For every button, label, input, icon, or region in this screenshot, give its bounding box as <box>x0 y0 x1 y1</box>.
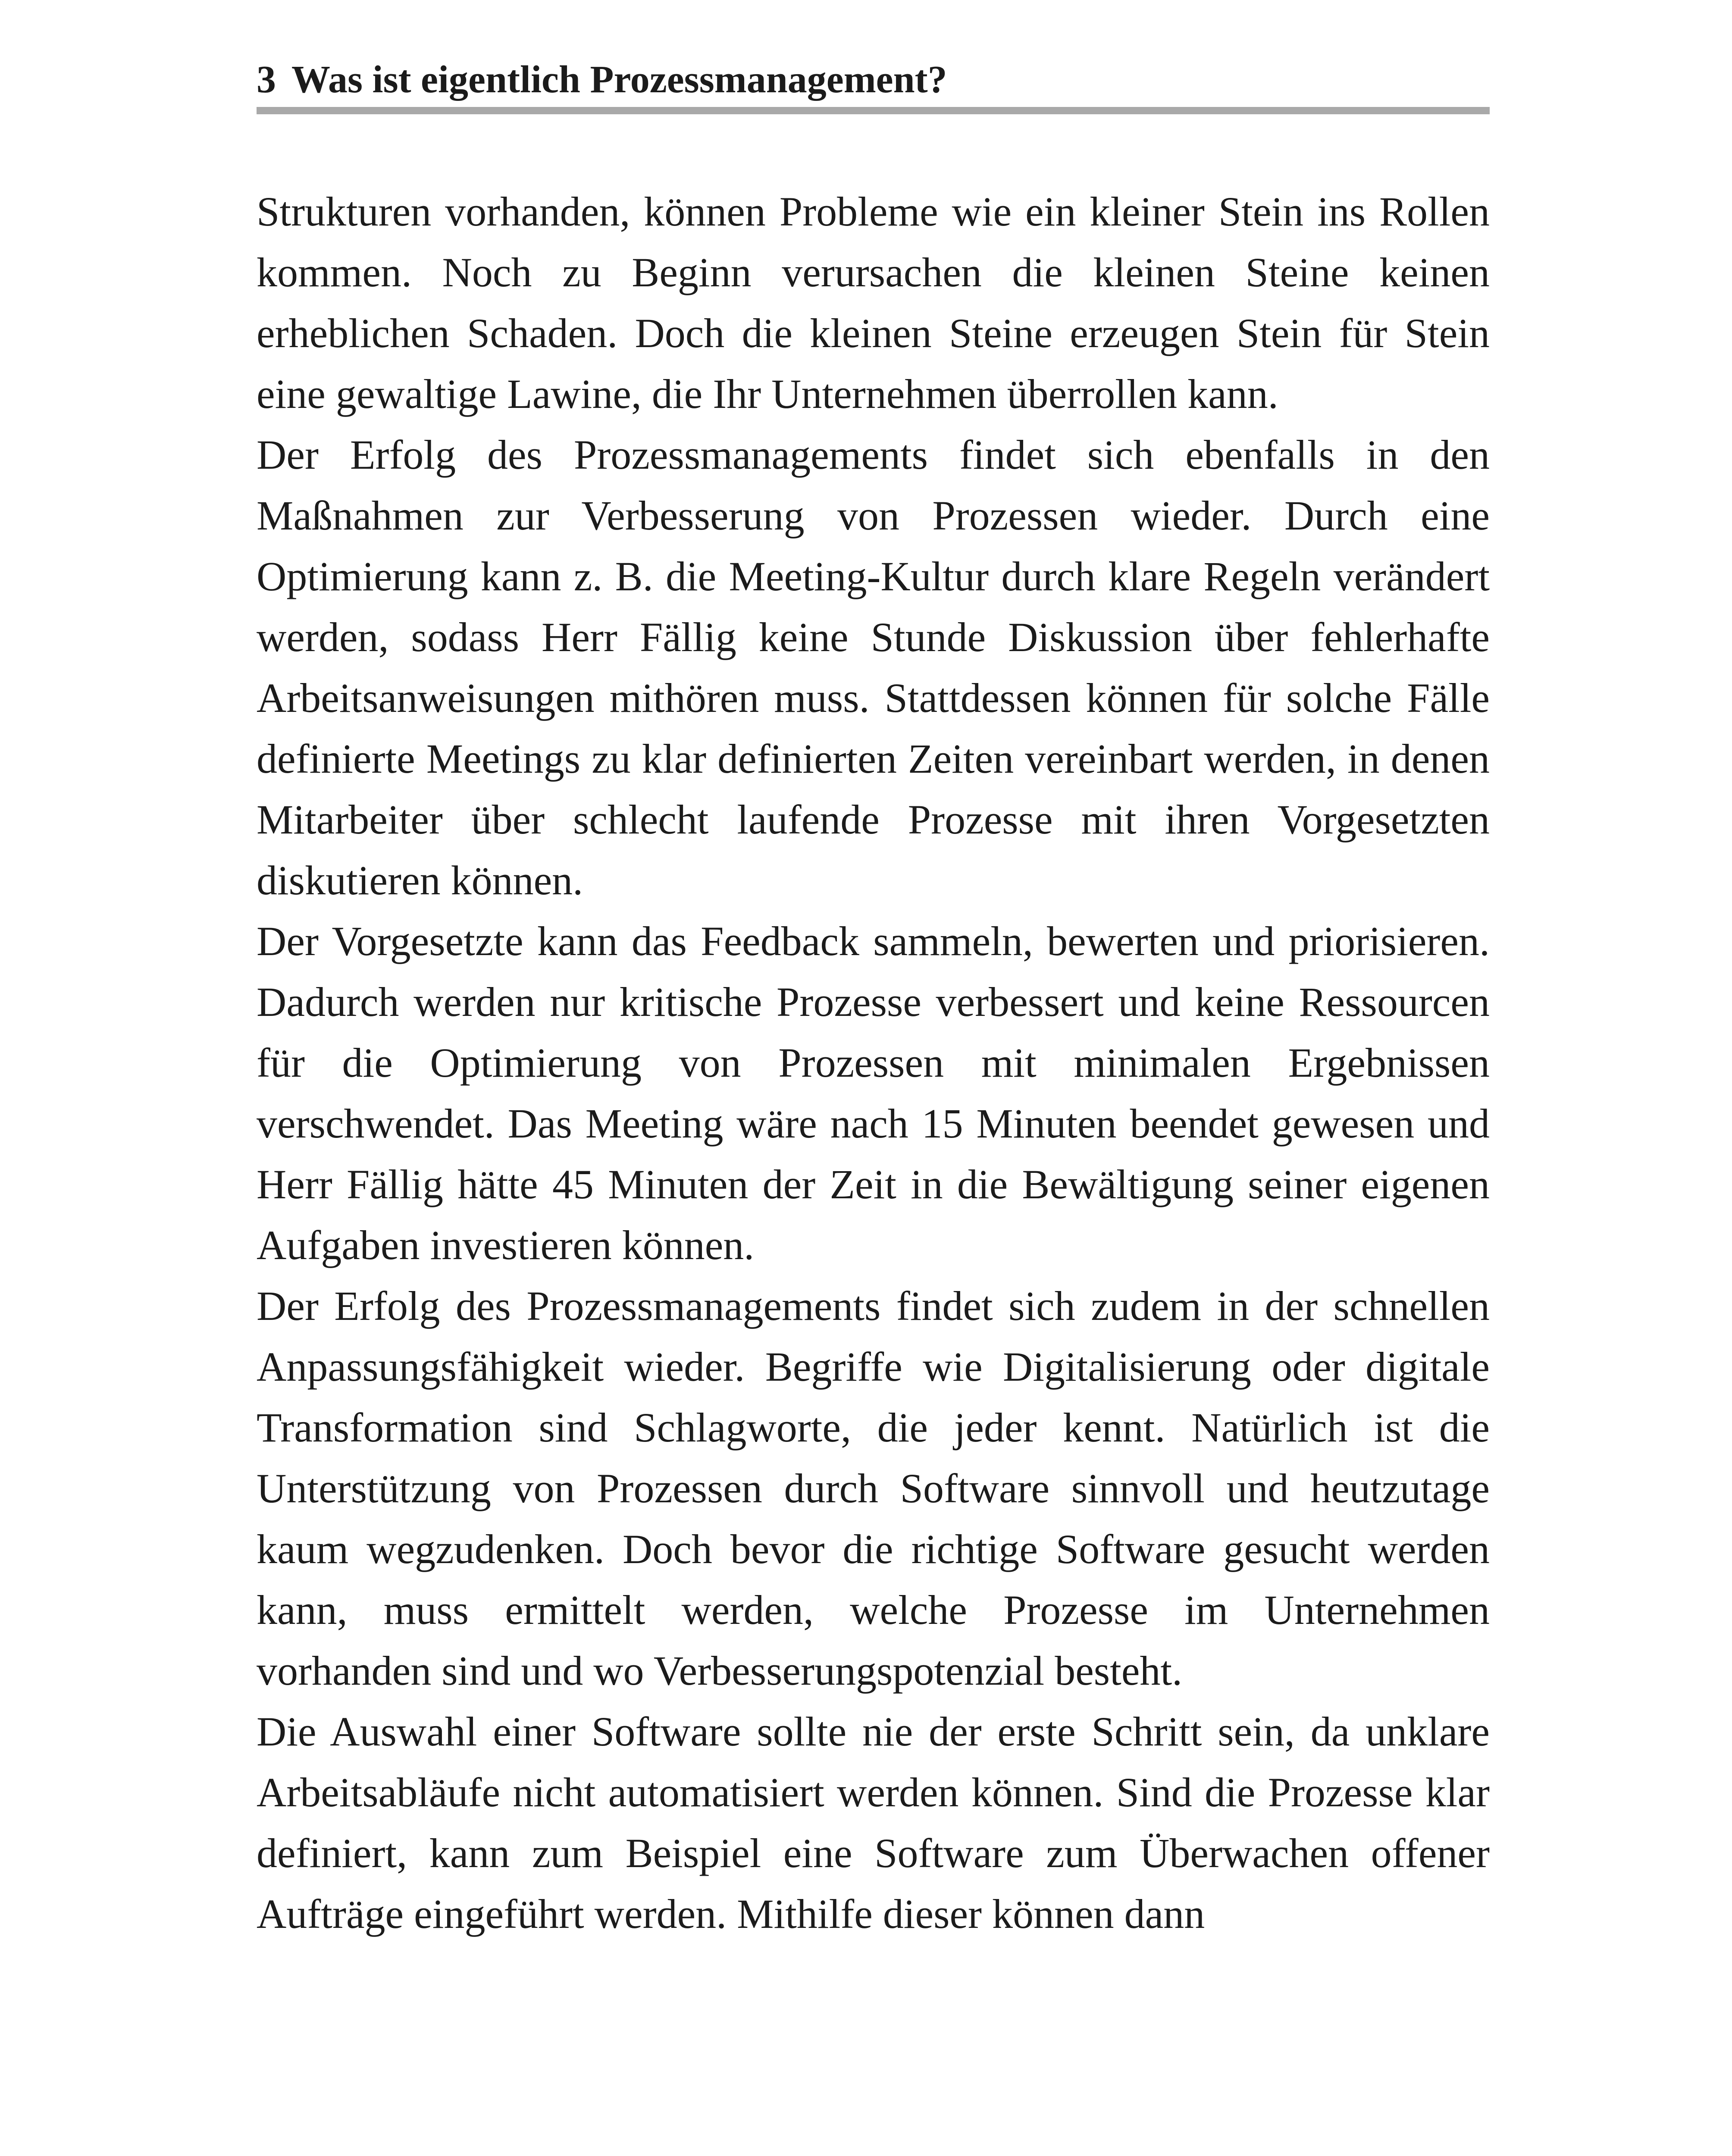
paragraph: Der Erfolg des Prozessmanagements findet sich ebenfalls in den Maßnahmen zur Verbesserung von Prozessen wieder. Durch eine Optimierung kann z. B. die Meeting-Kultur durch klare Regeln verändert werden, sodass Herr Fällig keine Stunde Diskussion über fehlerhafte Arbeitsanweisungen mithören muss. Stattdessen können für solche Fälle definierte Meetings zu klar definierten Zeiten vereinbart werden, in denen Mitarbeiter über schlecht laufende Prozesse mit ihren Vorgesetzten diskutieren können. <box>257 432 1490 903</box>
chapter-number: 3 <box>257 58 276 101</box>
paragraph: Strukturen vorhanden, können Probleme wie ein kleiner Stein ins Rollen kommen. Noch zu Beginn verursachen die kleinen Steine keinen erheblichen Schaden. Doch die kleinen Steine erzeugen Stein für Stein eine gewaltige Lawine, die Ihr Unternehmen überrollen kann. <box>257 188 1490 417</box>
header-rule <box>257 107 1490 114</box>
chapter-heading <box>257 56 1490 103</box>
running-header <box>257 56 1490 114</box>
paragraph: Der Erfolg des Prozessmanagements findet sich zudem in der schnellen Anpassungsfähigkeit wieder. Begriffe wie Digitalisierung oder digitale Transformation sind Schlagworte, die jeder kennt. Natürlich ist die Unterstützung von Prozessen durch Software sinnvoll und heutzutage kaum wegzudenken. Doch bevor die richtige Software gesucht werden kann, muss ermittelt werden, welche Prozesse im Unternehmen vorhanden sind und wo Verbesserungspotenzial besteht. <box>257 1283 1490 1694</box>
chapter-title: Was ist eigentlich Prozessmanagement? <box>291 58 947 101</box>
paragraph: Die Auswahl einer Software sollte nie der erste Schritt sein, da unklare Arbeitsabläufe nicht automatisiert werden können. Sind die Prozesse klar definiert, kann zum Beispiel eine Software zum Überwachen offener Aufträge eingeführt werden. Mithilfe dieser können dann <box>257 1708 1490 1937</box>
paragraph: Der Vorgesetzte kann das Feedback sammeln, bewerten und priorisieren. Dadurch werden nur kritische Prozesse verbessert und keine Ressourcen für die Optimierung von Prozessen mit minimalen Ergebnissen verschwendet. Das Meeting wäre nach 15 Minuten beendet gewesen und Herr Fällig hätte 45 Minuten der Zeit in die Bewältigung seiner eigenen Aufgaben investieren können. <box>257 918 1490 1268</box>
body-text <box>257 181 1490 1944</box>
